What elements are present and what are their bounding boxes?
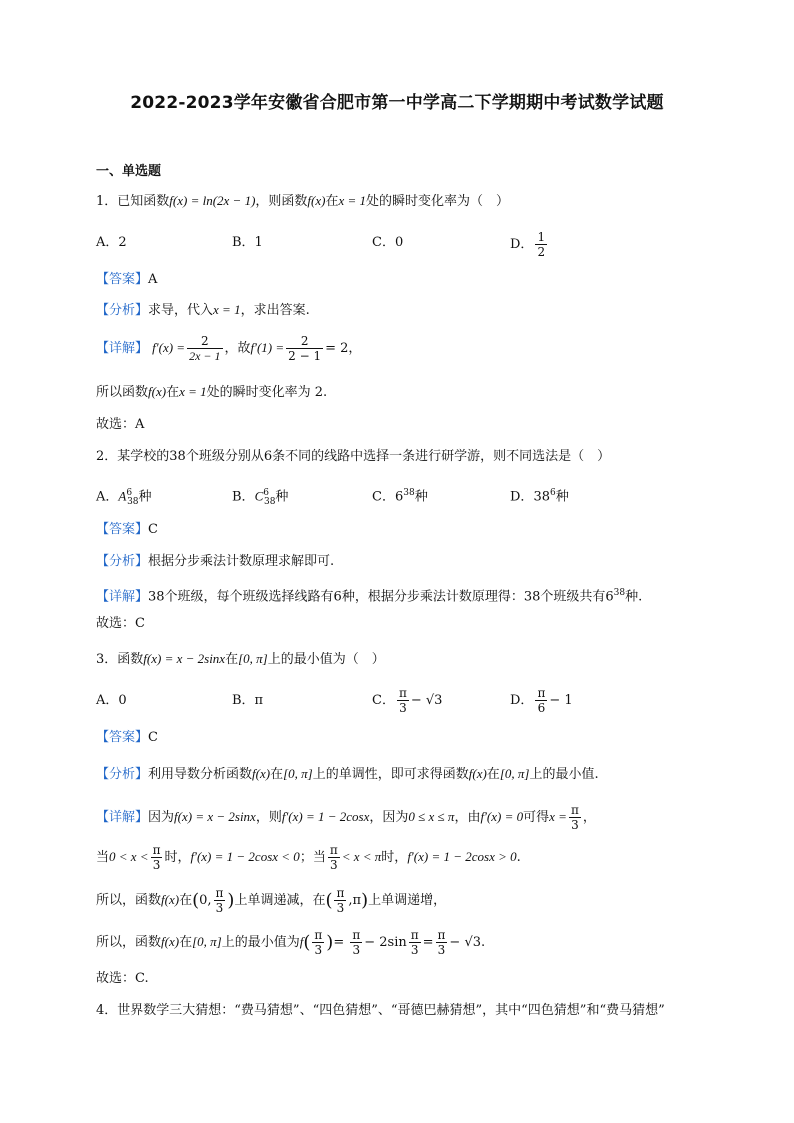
math-expr: 6	[394, 489, 404, 505]
analysis-label: 【分析】	[96, 767, 149, 782]
choose-value: C	[135, 616, 145, 631]
option-label: C．	[372, 693, 395, 708]
denominator: 3	[437, 943, 446, 957]
q1-detail	[96, 331, 361, 366]
numerator: π	[215, 886, 224, 900]
detail-label: 【详解】	[96, 341, 149, 356]
fraction	[397, 686, 409, 715]
fraction	[214, 886, 226, 915]
detail-text: 在	[166, 385, 180, 400]
detail-text: ，故	[224, 341, 251, 356]
option-text: 种	[275, 489, 289, 505]
detail-text: ，	[582, 810, 596, 825]
denominator: 3	[329, 858, 338, 872]
option-label: C．	[372, 489, 395, 505]
detail-text: 所以，函数	[96, 935, 162, 950]
stem-text: ，则函数	[255, 194, 308, 209]
question-4-stem: 4．世界数学三大猜想：“费马猜想”、“四色猜想”、“哥德巴赫猜想”，其中“四色猜想”和“费马猜想”	[96, 1003, 665, 1018]
q2-option-b	[232, 484, 288, 511]
math-expr: − 2sin	[364, 935, 407, 950]
stem-text: 在	[325, 194, 339, 209]
q2-answer	[96, 521, 158, 539]
q3-option-a: A．0	[96, 693, 127, 708]
question-3-stem	[96, 650, 385, 669]
q3-detail-line-2	[96, 840, 521, 875]
denominator: 3	[410, 943, 419, 957]
superscript: 6	[263, 488, 269, 498]
detail-text: 上单调递增，	[368, 893, 447, 908]
math-expr: =	[333, 935, 349, 950]
detail-text: 时，	[164, 850, 191, 865]
q1-analysis	[96, 301, 310, 320]
q3-option-b: B．π	[232, 693, 264, 708]
detail-text: ；当	[299, 850, 326, 865]
math-expr: A	[118, 488, 127, 504]
math-expr: [0, π]	[238, 651, 268, 666]
q1-option-d	[510, 230, 549, 259]
math-expr: f′(1) =	[250, 340, 285, 355]
fraction	[535, 686, 547, 715]
stem-text: 处的瞬时变化率为（ ）	[366, 194, 510, 209]
superscript: 38	[403, 488, 415, 498]
math-expr: [0, π]	[192, 934, 222, 949]
denominator: 2 − 1	[288, 349, 322, 363]
q3-detail-line-1	[96, 800, 596, 835]
math-expr: f′(x) =	[152, 340, 186, 355]
detail-text: 因为	[148, 810, 175, 825]
fraction	[334, 886, 346, 915]
denominator: 6	[537, 701, 546, 715]
denominator: 3	[215, 901, 224, 915]
math-expr: < x < π	[341, 849, 382, 864]
numerator: π	[314, 928, 323, 942]
math-expr: f(x)	[252, 766, 271, 781]
q1-answer	[96, 271, 157, 289]
subscript: 38	[127, 496, 139, 507]
numerator: π	[537, 686, 546, 700]
numerator: π	[398, 686, 407, 700]
detail-text: 所以，函数	[96, 893, 162, 908]
q1-conclusion	[96, 383, 327, 402]
answer-label: 【答案】	[96, 522, 149, 537]
math-expr: f(x)	[161, 934, 180, 949]
q3-option-c	[372, 686, 442, 715]
detail-text: .	[516, 850, 521, 865]
question-1-stem	[96, 192, 509, 211]
math-expr: f′(x) = 1 − 2cosx > 0	[407, 849, 517, 864]
denominator: 2x − 1	[189, 349, 221, 363]
fraction	[409, 928, 421, 957]
option-text: − 1	[549, 693, 573, 708]
fraction	[535, 230, 547, 259]
numerator: π	[152, 843, 161, 857]
option-label: D．	[510, 489, 534, 505]
q3-analysis	[96, 765, 599, 784]
denominator: 2	[537, 245, 546, 259]
denominator: 3	[399, 701, 407, 715]
math-expr: [0, π]	[283, 766, 313, 781]
option-text: 种	[555, 489, 569, 505]
superscript: 38	[613, 588, 626, 598]
math-expr: f(x) = x − 2sinx	[174, 809, 256, 824]
q2-analysis	[96, 553, 334, 571]
math-expr: =	[422, 935, 434, 950]
math-expr: 6	[605, 589, 614, 605]
q3-answer	[96, 729, 158, 747]
numerator: 2	[286, 334, 323, 349]
numerator: π	[329, 843, 338, 857]
option-text: 种	[138, 489, 152, 505]
stem-text: 在	[225, 652, 239, 667]
detail-text: 时，	[381, 850, 408, 865]
detail-text: 所以函数	[96, 385, 149, 400]
q2-option-c	[372, 484, 428, 506]
answer-label: 【答案】	[96, 272, 149, 287]
detail-text: 种.	[625, 589, 643, 605]
denominator: 3	[314, 943, 323, 957]
superscript: 6	[126, 488, 133, 498]
detail-text: ，由	[454, 810, 481, 825]
numerator: π	[410, 928, 419, 942]
detail-text: 38个班级，每个班级选择线路有6种，根据分步乘法计数原理得：38个班级共有	[148, 589, 606, 605]
numerator: π	[336, 886, 345, 900]
detail-text: ，因为	[369, 810, 409, 825]
superscript: 6	[549, 488, 556, 498]
math-expr: 0 ≤ x ≤ π	[408, 809, 455, 824]
math-expr: C	[254, 488, 264, 504]
stem-text: 1．已知函数	[96, 194, 170, 209]
math-expr: f(x)	[148, 384, 167, 399]
q2-choose	[96, 615, 145, 633]
option-text: 种	[414, 489, 428, 505]
math-expr: x = 1	[338, 193, 367, 208]
stem-text: 3．函数	[96, 652, 144, 667]
q3-option-d	[510, 686, 573, 715]
q1-option-a: A．2	[96, 235, 127, 250]
section-heading: 一、单选题	[96, 164, 162, 179]
choose-value: C.	[135, 971, 149, 986]
math-expr: f′(x) = 1 − 2cosx < 0	[190, 849, 300, 864]
math-expr: f(x)	[468, 766, 487, 781]
q2-option-d	[510, 484, 569, 506]
numerator: π	[437, 928, 446, 942]
numerator: π	[570, 803, 579, 817]
math-expr: x = 1	[179, 384, 207, 399]
math-expr: f(x)	[161, 892, 180, 907]
analysis-text: 上的单调性，即可求得函数	[312, 767, 469, 782]
fraction	[328, 843, 340, 872]
option-text: − √3	[410, 693, 443, 708]
fraction	[312, 928, 324, 957]
option-label: B．	[232, 489, 255, 505]
choose-label: 故选：	[96, 417, 136, 432]
q2-detail	[96, 584, 642, 606]
detail-text: 处的瞬时变化率为 2.	[206, 385, 328, 400]
fraction	[569, 803, 581, 832]
q3-detail-line-3: 所以，函数f(x)在(0, $\frac{\pi}{3}$ )上单调递减，在( $\frac{\pi}{3}$ ,π)上单调递增，	[96, 886, 447, 915]
analysis-text: ，求出答案.	[240, 303, 310, 318]
math-expr: 0 < x <	[109, 849, 149, 864]
math-expr: f(x) = x − 2sinx	[143, 651, 226, 666]
subscript: 38	[263, 496, 276, 507]
answer-label: 【答案】	[96, 730, 149, 745]
option-label: D．	[510, 237, 534, 252]
q1-choose	[96, 416, 144, 434]
choose-value: A	[135, 417, 145, 432]
q3-detail-line-4: 所以，函数f(x)在[0, π]上的最小值为f( $\frac{\pi}{3}$ )= $\frac{\pi}{3}$ − 2sin $\frac{\pi}{3}$ = $\frac{\pi}{3}$ − √3.	[96, 928, 486, 957]
q2-option-a	[96, 484, 152, 511]
detail-text: 在	[179, 893, 193, 908]
detail-label: 【详解】	[96, 810, 149, 825]
math-expr: x =	[549, 809, 567, 824]
numerator: π	[352, 928, 361, 942]
option-label: D．	[510, 693, 534, 708]
fraction	[436, 928, 448, 957]
analysis-text: 求导，代入	[148, 303, 214, 318]
fraction	[286, 334, 323, 363]
math-expr: − √3	[449, 935, 482, 950]
analysis-text: 利用导数分析函数	[148, 767, 253, 782]
answer-value: C	[148, 522, 158, 537]
math-expr: x = 1	[213, 302, 241, 317]
analysis-text: 根据分步乘法计数原理求解即可.	[148, 554, 335, 569]
detail-text: = 2，	[325, 341, 362, 356]
fraction	[151, 843, 163, 872]
q1-option-c: C．0	[372, 235, 404, 250]
numerator: 2	[187, 334, 222, 349]
detail-text: 在	[179, 935, 193, 950]
denominator: 3	[336, 901, 345, 915]
detail-text: 上单调递减，在	[234, 893, 326, 908]
choose-label: 故选：	[96, 971, 136, 986]
math-expr: 38	[533, 489, 550, 505]
q1-option-b: B．1	[232, 235, 263, 250]
choose-label: 故选：	[96, 616, 136, 631]
denominator: 3	[152, 858, 161, 872]
fraction	[187, 334, 222, 363]
detail-text: 可得	[523, 810, 550, 825]
math-expr: f(x)	[307, 193, 326, 208]
math-expr: f′(x) = 1 − 2cosx	[281, 809, 370, 824]
detail-text: 上的最小值为	[221, 935, 300, 950]
math-expr: [0, π]	[499, 766, 530, 781]
analysis-text: 上的最小值.	[529, 767, 599, 782]
q3-choose	[96, 970, 149, 988]
math-expr: f′(x) = 0	[480, 809, 524, 824]
option-label: A．	[96, 489, 119, 505]
detail-text: ，则	[255, 810, 282, 825]
fraction	[350, 928, 362, 957]
analysis-label: 【分析】	[96, 303, 149, 318]
stem-text: 上的最小值为（ ）	[267, 652, 385, 667]
denominator: 3	[571, 818, 579, 832]
detail-text: .	[481, 935, 486, 950]
answer-value: A	[148, 272, 158, 287]
detail-text: 当	[96, 850, 110, 865]
answer-value: C	[148, 730, 158, 745]
analysis-label: 【分析】	[96, 554, 149, 569]
question-2-stem: 2．某学校的38个班级分别从6条不同的线路中选择一条进行研学游，则不同选法是（ ）	[96, 449, 611, 464]
detail-label: 【详解】	[96, 589, 149, 605]
analysis-text: 在	[270, 767, 284, 782]
denominator: 3	[352, 943, 361, 957]
math-expr: f(x) = ln(2x − 1)	[169, 193, 256, 208]
numerator: 1	[537, 230, 546, 244]
analysis-text: 在	[486, 767, 500, 782]
page-title: 2022-2023学年安徽省合肥市第一中学高二下学期期中考试数学试题	[130, 93, 664, 113]
